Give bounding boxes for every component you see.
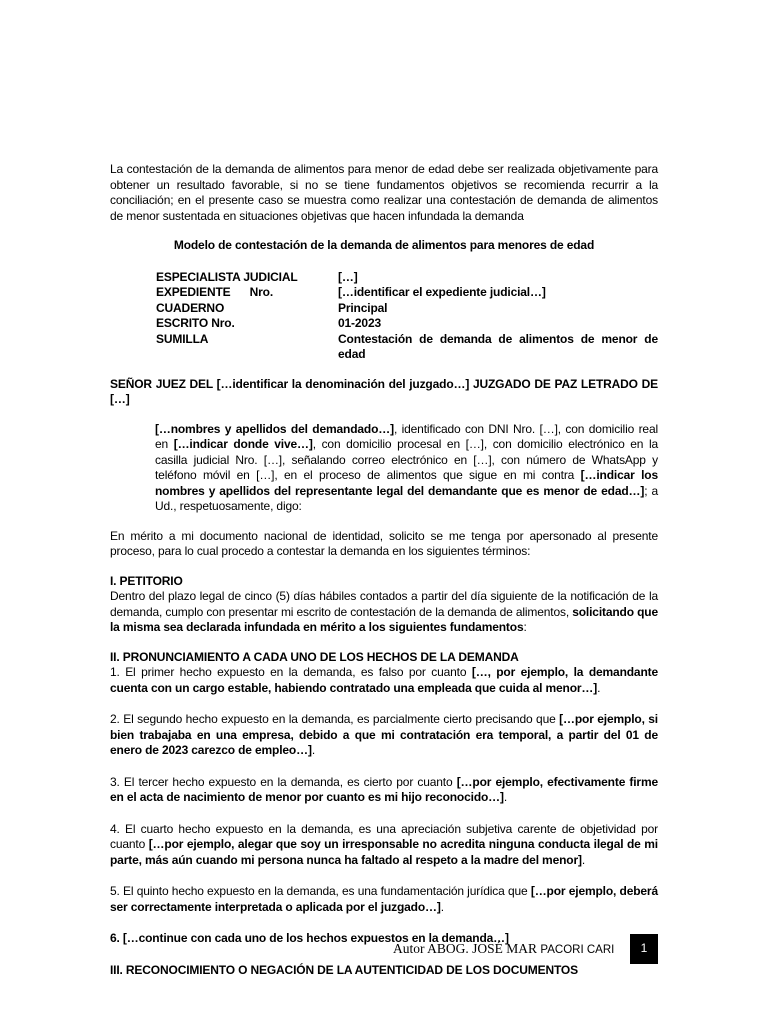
header-key: ESCRITO Nro. <box>156 316 235 330</box>
fact-text: 3. El tercer hecho expuesto en la demanda, es cierto por cuanto <box>110 774 457 789</box>
defendant-name-placeholder: […nombres y apellidos del demandado…] <box>155 421 394 436</box>
fact-end: . <box>503 790 508 804</box>
header-row <box>156 285 658 301</box>
petitorio-heading: I. PETITORIO <box>110 573 183 588</box>
header-key: ESPECIALISTA JUDICIAL <box>156 269 298 284</box>
header-key: EXPEDIENTE Nro. <box>156 285 274 299</box>
court-address: SEÑOR JUEZ DEL […identificar la denominación del juzgado…] JUZGADO DE PAZ LETRADO DE […] <box>110 376 658 406</box>
address-placeholder: […indicar donde vive…] <box>173 437 313 451</box>
header-value: Contestación de demanda de alimentos de menor de edad <box>338 331 658 361</box>
page-number: 1 <box>630 934 658 964</box>
header-key: CUADERNO <box>156 300 225 315</box>
petitorio-paragraph <box>110 589 658 636</box>
header-row <box>156 270 658 286</box>
intro-paragraph: La contestación de la demanda de alimentos para menor de edad debe ser realizada objetivamente para obtener un resultado favorable, si no se tiene fundamentos objetivos se recomienda recurrir a la conciliación; en el presente caso se muestra como realizar una contestación de demanda de alimentos de menor sustentada en situaciones objetivas que hacen infundada la demanda <box>110 162 658 223</box>
fact-end: . <box>311 743 315 757</box>
identification-text: , identificado con DNI Nro. […], con domicilio real en <box>155 421 658 451</box>
identification-text: , con domicilio procesal en […], con domicilio electrónico en la casilla judicial Nro. […], señalando correo electrónico en […], con número de WhatsApp y teléfono móvil en […], en el proceso de alimentos que sigue en mi contra <box>155 437 659 482</box>
fact-text: 1. El primer hecho expuesto en la demanda, es falso por cuanto <box>110 665 472 679</box>
fact-item <box>110 822 658 869</box>
fact-text: 5. El quinto hecho expuesto en la demanda, es una fundamentación jurídica que <box>110 884 531 898</box>
header-value: […] <box>338 269 358 284</box>
fact-example: […por ejemplo, efectivamente firme en el acta de nacimiento de menor por cuanto es mi hijo reconocido…] <box>110 774 658 804</box>
fact-end: . <box>581 852 586 867</box>
header-key: SUMILLA <box>156 331 209 346</box>
fact-item <box>110 775 658 806</box>
plaintiff-representative-placeholder: […indicar los nombres y apellidos del representante legal del demandante que es menor de edad…] <box>155 468 658 498</box>
header-value: […identificar el expediente judicial…] <box>338 285 546 299</box>
fact-example: […por ejemplo, alegar que soy un irresponsable no acredita ninguna conducta ilegal de mi parte, más aún cuando mi persona nunca ha faltado al respeto a la madre del menor] <box>110 837 658 867</box>
fact-item <box>110 665 658 696</box>
header-row <box>156 316 658 332</box>
fact-example: […por ejemplo, si bien trabajaba en una empresa, debido a que mi contratación era temporal, a partir del 01 de enero de 2023 carezco de empleo…] <box>110 712 658 757</box>
document-title: Modelo de contestación de la demanda de alimentos para menores de edad <box>173 238 595 252</box>
case-header-table <box>156 270 658 363</box>
fact-example: […, por ejemplo, la demandante cuenta con un cargo estable, habiendo contratado una empleada que cuida al menor…] <box>110 665 658 695</box>
header-value: 01-2023 <box>338 316 381 330</box>
apersonamiento-paragraph: En mérito a mi documento nacional de identidad, solicito se me tenga por apersonado al presente proceso, para lo cual procedo a contestar la demanda en los siguientes términos: <box>110 528 658 558</box>
identification-text: ; a Ud., respetuosamente, digo: <box>155 483 658 513</box>
fact-text: 4. El cuarto hecho expuesto en la demanda, es una apreciación subjetiva carente de objetividad por cuanto <box>110 821 658 851</box>
petitorio-text: Dentro del plazo legal de cinco (5) días hábiles contados a partir del día siguiente de la notificación de la demanda, cumplo con presentar mi escrito de contestación de la demanda de alimentos, <box>110 589 658 619</box>
fact-continue: 6. […continue con cada uno de los hechos expuestos en la demanda…] <box>110 931 509 945</box>
header-row <box>156 301 658 317</box>
document-body <box>110 162 658 978</box>
pronunciamiento-heading: II. PRONUNCIAMIENTO A CADA UNO DE LOS HECHOS DE LA DEMANDA <box>110 649 519 664</box>
reconocimiento-heading: III. RECONOCIMIENTO O NEGACIÓN DE LA AUTENTICIDAD DE LOS DOCUMENTOS <box>110 962 578 977</box>
fact-item <box>110 712 658 759</box>
author-name: Autor ABOG. JOSÉ MAR <box>393 941 538 956</box>
petitorio-end: : <box>523 620 527 634</box>
fact-end: . <box>597 680 601 695</box>
footer-author <box>393 941 614 959</box>
fact-item <box>110 884 658 915</box>
fact-text: 2. El segundo hecho expuesto en la demanda, es parcialmente cierto precisando que <box>110 712 560 726</box>
fact-example: […por ejemplo, deberá ser correctamente interpretada o aplicada por el juzgado…] <box>110 884 658 914</box>
fact-end: . <box>440 899 444 914</box>
identification-paragraph <box>110 422 658 515</box>
header-value: Principal <box>338 300 388 315</box>
header-row <box>156 332 658 363</box>
petitorio-request: solicitando que la misma sea declarada infundada en mérito a los siguientes fundamentos <box>110 604 658 634</box>
author-surname: PACORI CARI <box>540 944 615 956</box>
